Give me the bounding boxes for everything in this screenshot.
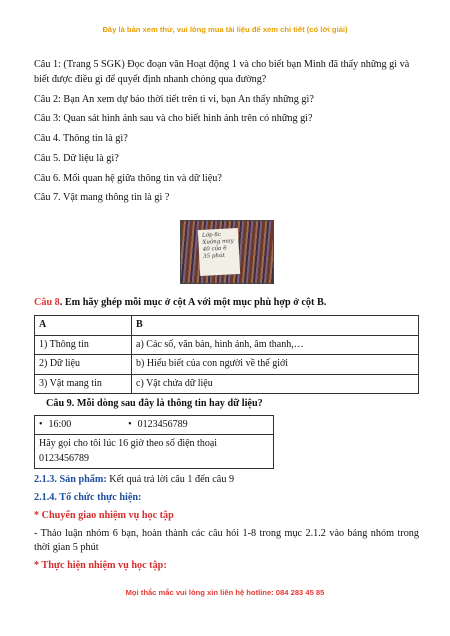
table-row (35, 374, 419, 394)
question-4: Câu 4. Thông tin là gì? (34, 133, 128, 145)
table-cell: b) Hiểu biết của con người về thế giới (132, 355, 419, 375)
table-cell: • 16:00 (35, 415, 125, 435)
table-cell: Hãy gọi cho tôi lúc 16 giờ theo số điện thoại 0123456789 (35, 435, 274, 469)
table-row (35, 415, 274, 435)
table-cell: c) Vật chứa dữ liệu (132, 374, 419, 394)
handwritten-note: Lớp 6c Xưởng may 40 cửa 6 35 phút (197, 228, 239, 276)
notebook-photo (180, 220, 274, 284)
question-3: Câu 3: Quan sát hình ảnh sau và cho biết hình ảnh trên có những gì? (34, 113, 313, 125)
product-label: 2.1.3. Sản phẩm: (34, 474, 107, 486)
question-8-label: Câu 8 (34, 297, 60, 309)
question-6: Câu 6. Mối quan hệ giữa thông tin và dữ liệu? (34, 172, 222, 184)
transfer-text: - Thảo luận nhóm 6 bạn, hoàn thành các câu hỏi 1-8 trong mục 2.1.2 vào bảng nhóm trong thời gian 5 phút (34, 527, 419, 554)
perform-title: * Thực hiện nhiệm vụ học tập: (34, 560, 167, 572)
question-5: Câu 5. Dữ liệu là gì? (34, 152, 119, 164)
table-row (35, 335, 419, 355)
table-cell: 1) Thông tin (35, 335, 132, 355)
column-a-header: A (35, 316, 132, 336)
document-body (34, 58, 419, 577)
question-1: Câu 1: (Trang 5 SGK) Đọc đoạn văn Hoạt động 1 và cho biết bạn Minh đã thấy những gì và biết được điều gì để quyết định nhanh chóng qua đường? (34, 59, 410, 85)
table-cell: a) Các số, văn bản, hình ảnh, âm thanh,… (132, 335, 419, 355)
question-7: Câu 7. Vật mang thông tin là gì ? (34, 192, 170, 204)
preview-banner: Đây là bản xem thử, vui lòng mua tài liệu để xem chi tiết (có lời giải) (102, 25, 348, 34)
question-8-title (34, 296, 419, 311)
organization-title: 2.1.4. Tổ chức thực hiện: (34, 492, 142, 504)
hotline-banner: Mọi thắc mắc vui lòng xin liên hệ hotline: 084 283 45 85 (125, 588, 325, 597)
product-text: Kết quả trả lời câu 1 đến câu 9 (106, 474, 235, 486)
table-row (35, 355, 419, 375)
table-cell: 3) Vật mang tin (35, 374, 132, 394)
question-9-title: Câu 9. Mỗi dòng sau đây là thông tin hay dữ liệu? (46, 398, 263, 410)
table-cell: • 0123456789 (124, 415, 273, 435)
info-data-table (34, 415, 274, 470)
column-b-header: B (132, 316, 419, 336)
table-row (35, 435, 274, 469)
question-8-text: . Em hãy ghép mỗi mục ở cột A với một mục phù hợp ở cột B. (59, 297, 327, 309)
table-cell: 2) Dữ liệu (35, 355, 132, 375)
product-line (34, 473, 419, 488)
transfer-title: * Chuyển giao nhiệm vụ học tập (34, 509, 174, 521)
question-2: Câu 2: Bạn An xem dự báo thời tiết trên ti vi, bạn An thấy những gì? (34, 93, 314, 105)
matching-table (34, 315, 419, 394)
